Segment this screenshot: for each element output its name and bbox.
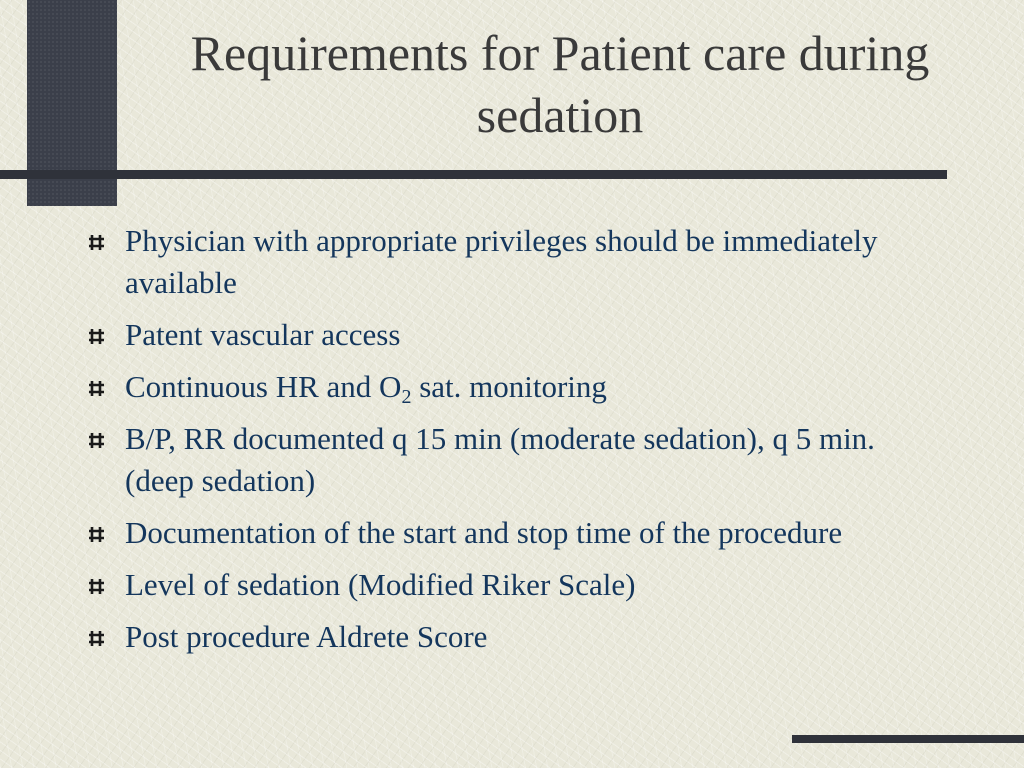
- hash-square-icon: [88, 328, 105, 345]
- bullet-item: [88, 366, 908, 408]
- bullet-item: [88, 314, 908, 356]
- bullet-item: [88, 512, 908, 554]
- bullet-item: [88, 220, 908, 304]
- bullet-text-pre: Continuous HR and O: [125, 369, 402, 404]
- bullet-text: Physician with appropriate privileges should be immediately available: [125, 223, 878, 300]
- hash-square-icon: [88, 380, 105, 397]
- bullet-text: [125, 369, 607, 408]
- bullet-text: Documentation of the start and stop time of the procedure: [125, 515, 843, 550]
- bullet-list: [88, 220, 908, 668]
- subscript-2: 2: [401, 386, 412, 408]
- hash-square-icon: [88, 630, 105, 647]
- bullet-item: [88, 616, 908, 658]
- hash-square-icon: [88, 432, 105, 449]
- bullet-item: [88, 564, 908, 606]
- title-divider: [0, 170, 947, 179]
- hash-square-icon: [88, 526, 105, 543]
- bullet-text: B/P, RR documented q 15 min (moderate sedation), q 5 min. (deep sedation): [125, 421, 875, 498]
- bullet-text-post: sat. monitoring: [411, 369, 607, 404]
- bullet-text: Post procedure Aldrete Score: [125, 619, 488, 654]
- slide-title: Requirements for Patient care during sedation: [190, 25, 930, 143]
- footer-divider: [792, 735, 1024, 743]
- bullet-text: Level of sedation (Modified Riker Scale): [125, 567, 636, 602]
- bullet-item: [88, 418, 908, 502]
- hash-square-icon: [88, 234, 105, 251]
- hash-square-icon: [88, 578, 105, 595]
- bullet-text: Patent vascular access: [125, 317, 401, 352]
